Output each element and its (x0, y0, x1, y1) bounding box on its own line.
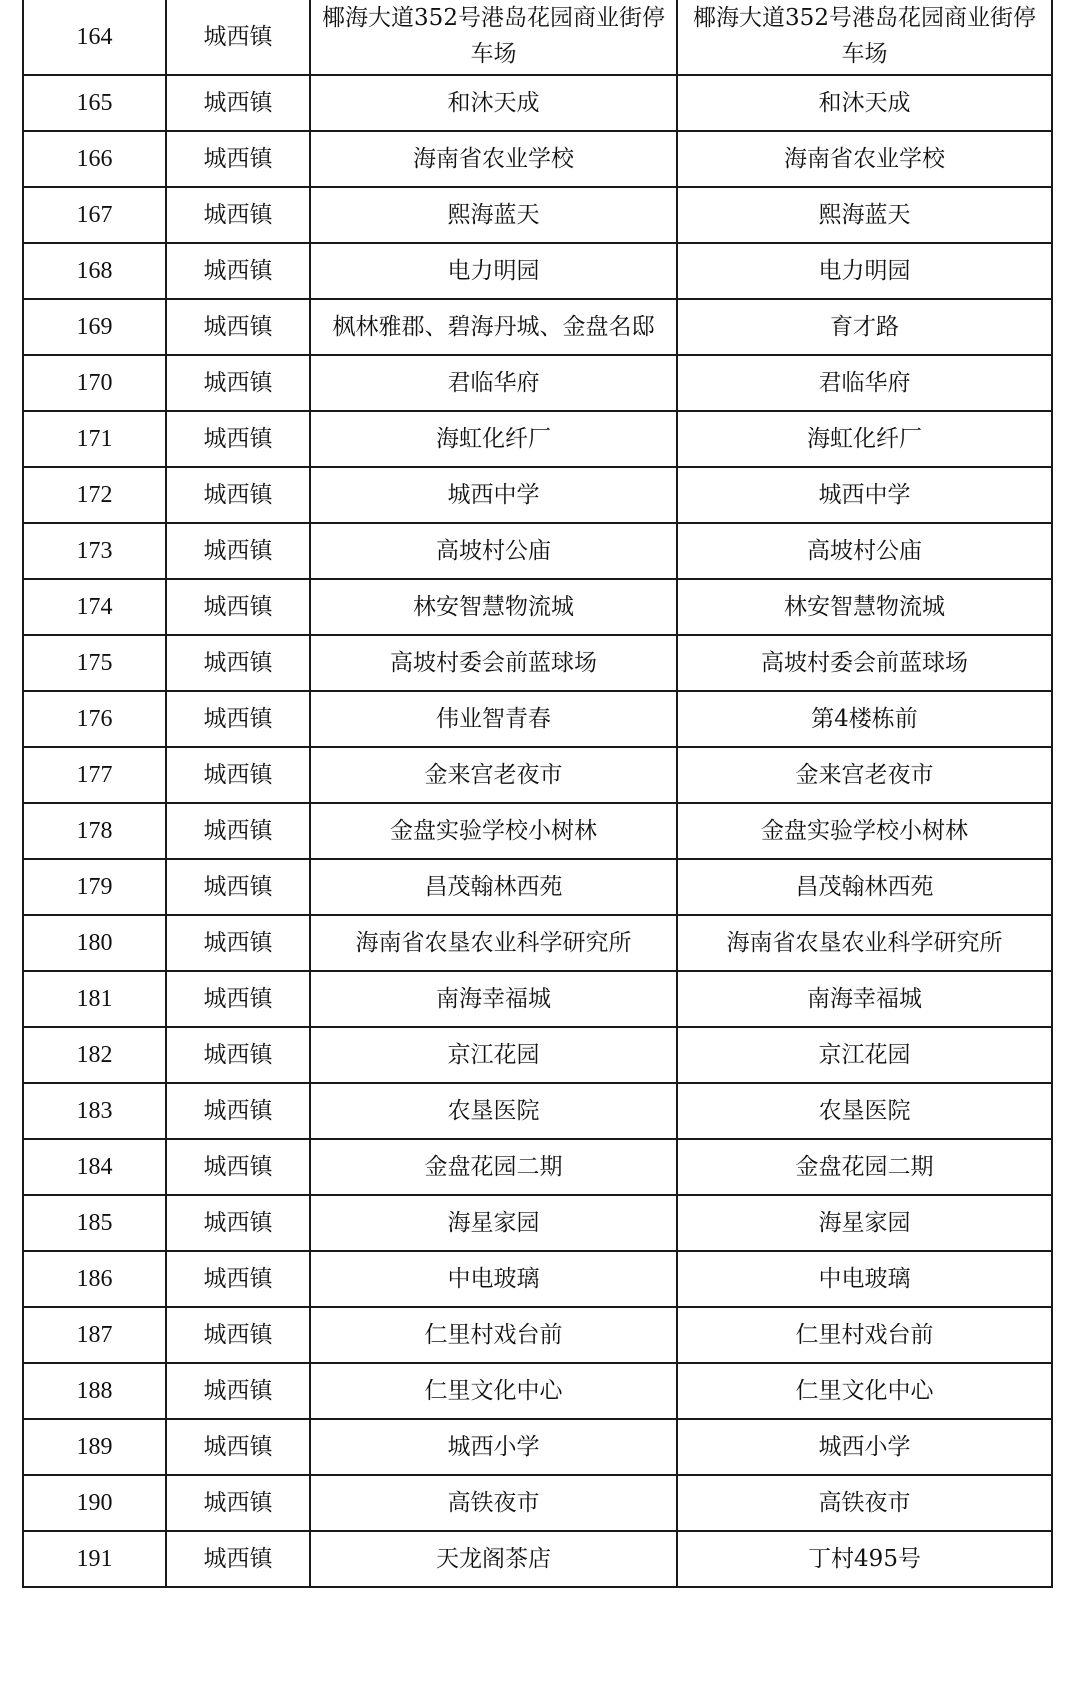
site-location-cell: 育才路 (677, 299, 1052, 355)
site-location-cell: 高铁夜市 (677, 1475, 1052, 1531)
town-cell: 城西镇 (166, 187, 310, 243)
site-name-cell: 京江花园 (310, 1027, 677, 1083)
table-row (23, 467, 1052, 523)
table-row (23, 971, 1052, 1027)
town-cell: 城西镇 (166, 803, 310, 859)
table-row (23, 1419, 1052, 1475)
site-location-cell: 海南省农业学校 (677, 131, 1052, 187)
table-row (23, 579, 1052, 635)
site-name-cell: 高坡村公庙 (310, 523, 677, 579)
town-cell: 城西镇 (166, 747, 310, 803)
table-row (23, 1475, 1052, 1531)
row-number-cell: 182 (23, 1027, 166, 1083)
site-location-cell: 金来宫老夜市 (677, 747, 1052, 803)
row-number-cell: 164 (23, 0, 166, 75)
site-name-cell: 海星家园 (310, 1195, 677, 1251)
table-row (23, 1531, 1052, 1587)
town-cell: 城西镇 (166, 1139, 310, 1195)
site-location-cell: 仁里文化中心 (677, 1363, 1052, 1419)
site-location-cell: 海星家园 (677, 1195, 1052, 1251)
town-cell: 城西镇 (166, 971, 310, 1027)
site-location-cell: 海南省农垦农业科学研究所 (677, 915, 1052, 971)
row-number-cell: 185 (23, 1195, 166, 1251)
row-number-cell: 168 (23, 243, 166, 299)
row-number-cell: 186 (23, 1251, 166, 1307)
table-body (23, 0, 1052, 1587)
row-number-cell: 172 (23, 467, 166, 523)
town-cell: 城西镇 (166, 1419, 310, 1475)
table-wrapper (22, 0, 1051, 1588)
table-row (23, 355, 1052, 411)
site-name-cell: 熙海蓝天 (310, 187, 677, 243)
site-location-cell: 熙海蓝天 (677, 187, 1052, 243)
site-location-cell: 仁里村戏台前 (677, 1307, 1052, 1363)
table-row (23, 1027, 1052, 1083)
site-location-cell: 城西中学 (677, 467, 1052, 523)
table-row (23, 187, 1052, 243)
site-name-cell: 海南省农垦农业科学研究所 (310, 915, 677, 971)
site-location-cell: 金盘花园二期 (677, 1139, 1052, 1195)
location-table (22, 0, 1053, 1588)
site-location-cell: 京江花园 (677, 1027, 1052, 1083)
row-number-cell: 175 (23, 635, 166, 691)
table-row (23, 691, 1052, 747)
row-number-cell: 191 (23, 1531, 166, 1587)
town-cell: 城西镇 (166, 1195, 310, 1251)
site-name-cell: 仁里文化中心 (310, 1363, 677, 1419)
site-name-cell: 和沐天成 (310, 75, 677, 131)
town-cell: 城西镇 (166, 691, 310, 747)
table-row (23, 635, 1052, 691)
site-name-cell: 枫林雅郡、碧海丹城、金盘名邸 (310, 299, 677, 355)
site-name-cell: 林安智慧物流城 (310, 579, 677, 635)
site-location-cell: 电力明园 (677, 243, 1052, 299)
site-name-cell: 南海幸福城 (310, 971, 677, 1027)
town-cell: 城西镇 (166, 915, 310, 971)
site-name-cell: 城西中学 (310, 467, 677, 523)
town-cell: 城西镇 (166, 1475, 310, 1531)
town-cell: 城西镇 (166, 579, 310, 635)
table-row (23, 803, 1052, 859)
row-number-cell: 189 (23, 1419, 166, 1475)
site-name-cell: 中电玻璃 (310, 1251, 677, 1307)
site-name-cell: 昌茂翰林西苑 (310, 859, 677, 915)
row-number-cell: 183 (23, 1083, 166, 1139)
site-location-cell: 农垦医院 (677, 1083, 1052, 1139)
site-location-cell: 椰海大道352号港岛花园商业街停车场 (677, 0, 1052, 75)
row-number-cell: 165 (23, 75, 166, 131)
site-name-cell: 金来宫老夜市 (310, 747, 677, 803)
town-cell: 城西镇 (166, 1083, 310, 1139)
site-location-cell: 高坡村委会前蓝球场 (677, 635, 1052, 691)
row-number-cell: 179 (23, 859, 166, 915)
table-row (23, 131, 1052, 187)
row-number-cell: 184 (23, 1139, 166, 1195)
town-cell: 城西镇 (166, 299, 310, 355)
town-cell: 城西镇 (166, 1531, 310, 1587)
table-row (23, 523, 1052, 579)
row-number-cell: 178 (23, 803, 166, 859)
site-location-cell: 城西小学 (677, 1419, 1052, 1475)
town-cell: 城西镇 (166, 1307, 310, 1363)
site-location-cell: 林安智慧物流城 (677, 579, 1052, 635)
row-number-cell: 167 (23, 187, 166, 243)
row-number-cell: 187 (23, 1307, 166, 1363)
table-row (23, 243, 1052, 299)
table-row (23, 75, 1052, 131)
table-row (23, 1083, 1052, 1139)
row-number-cell: 169 (23, 299, 166, 355)
row-number-cell: 181 (23, 971, 166, 1027)
site-location-cell: 高坡村公庙 (677, 523, 1052, 579)
town-cell: 城西镇 (166, 1027, 310, 1083)
site-location-cell: 丁村495号 (677, 1531, 1052, 1587)
site-name-cell: 城西小学 (310, 1419, 677, 1475)
row-number-cell: 180 (23, 915, 166, 971)
town-cell: 城西镇 (166, 355, 310, 411)
site-location-cell: 君临华府 (677, 355, 1052, 411)
site-name-cell: 君临华府 (310, 355, 677, 411)
table-row (23, 1363, 1052, 1419)
site-location-cell: 昌茂翰林西苑 (677, 859, 1052, 915)
site-location-cell: 南海幸福城 (677, 971, 1052, 1027)
row-number-cell: 190 (23, 1475, 166, 1531)
site-name-cell: 高坡村委会前蓝球场 (310, 635, 677, 691)
town-cell: 城西镇 (166, 243, 310, 299)
town-cell: 城西镇 (166, 1363, 310, 1419)
site-location-cell: 海虹化纤厂 (677, 411, 1052, 467)
site-name-cell: 金盘实验学校小树林 (310, 803, 677, 859)
table-row (23, 1139, 1052, 1195)
table-row (23, 859, 1052, 915)
town-cell: 城西镇 (166, 411, 310, 467)
row-number-cell: 188 (23, 1363, 166, 1419)
town-cell: 城西镇 (166, 859, 310, 915)
site-name-cell: 金盘花园二期 (310, 1139, 677, 1195)
table-row (23, 747, 1052, 803)
site-name-cell: 高铁夜市 (310, 1475, 677, 1531)
site-name-cell: 仁里村戏台前 (310, 1307, 677, 1363)
row-number-cell: 170 (23, 355, 166, 411)
table-row (23, 1251, 1052, 1307)
site-name-cell: 农垦医院 (310, 1083, 677, 1139)
row-number-cell: 177 (23, 747, 166, 803)
town-cell: 城西镇 (166, 0, 310, 75)
town-cell: 城西镇 (166, 523, 310, 579)
row-number-cell: 171 (23, 411, 166, 467)
table-row (23, 1195, 1052, 1251)
site-location-cell: 金盘实验学校小树林 (677, 803, 1052, 859)
site-name-cell: 海南省农业学校 (310, 131, 677, 187)
site-location-cell: 和沐天成 (677, 75, 1052, 131)
site-name-cell: 电力明园 (310, 243, 677, 299)
site-location-cell: 第4楼栋前 (677, 691, 1052, 747)
site-location-cell: 中电玻璃 (677, 1251, 1052, 1307)
site-name-cell: 伟业智青春 (310, 691, 677, 747)
row-number-cell: 173 (23, 523, 166, 579)
site-name-cell: 海虹化纤厂 (310, 411, 677, 467)
row-number-cell: 174 (23, 579, 166, 635)
town-cell: 城西镇 (166, 635, 310, 691)
table-row (23, 299, 1052, 355)
table-row (23, 411, 1052, 467)
table-row (23, 915, 1052, 971)
town-cell: 城西镇 (166, 131, 310, 187)
row-number-cell: 166 (23, 131, 166, 187)
town-cell: 城西镇 (166, 75, 310, 131)
table-row (23, 1307, 1052, 1363)
town-cell: 城西镇 (166, 1251, 310, 1307)
town-cell: 城西镇 (166, 467, 310, 523)
site-name-cell: 椰海大道352号港岛花园商业街停车场 (310, 0, 677, 75)
row-number-cell: 176 (23, 691, 166, 747)
table-row (23, 0, 1052, 75)
site-name-cell: 天龙阁茶店 (310, 1531, 677, 1587)
